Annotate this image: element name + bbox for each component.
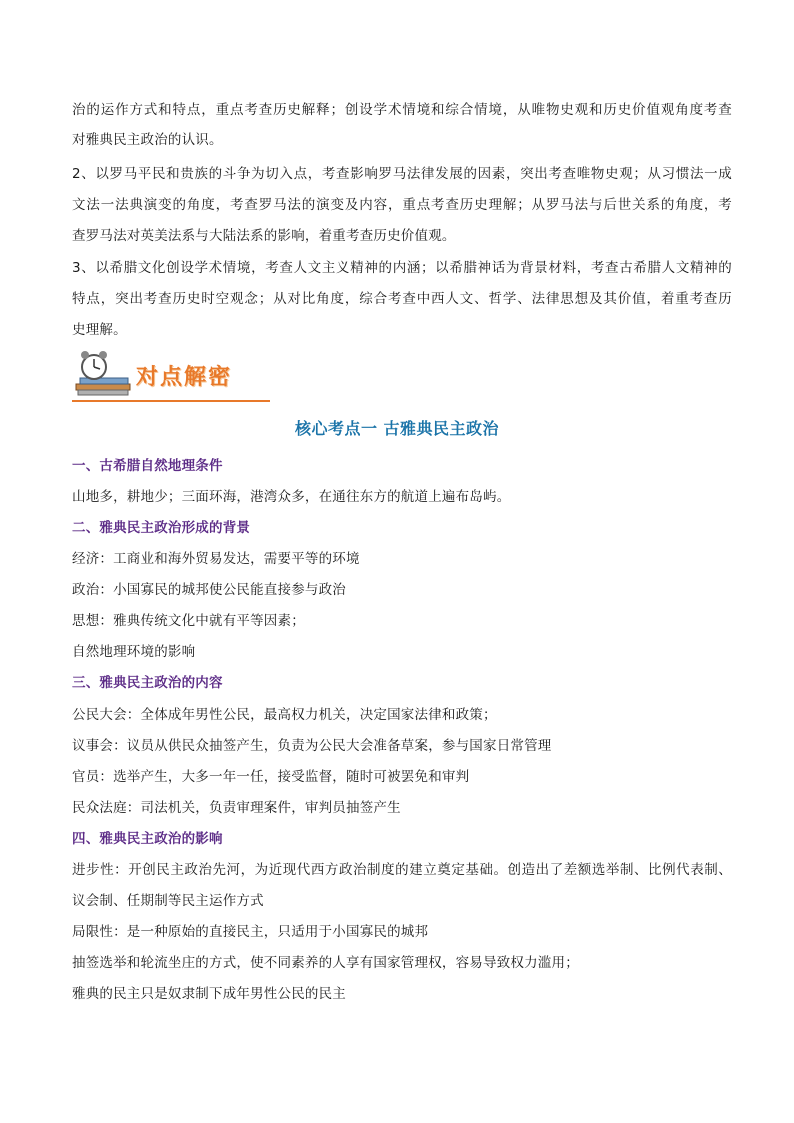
section-line: 自然地理环境的影响 <box>72 644 196 660</box>
section-line: 抽签选举和轮流坐庄的方式，使不同素养的人享有国家管理权，容易导致权力滥用； <box>72 955 579 971</box>
section-line: 公民大会：全体成年男性公民，最高权力机关，决定国家法律和政策； <box>72 707 497 723</box>
intro-line: 2、以罗马平民和贵族的斗争为切入点，考查影响罗马法律发展的因素，突出考查唯物史观；从习惯法一成 <box>72 166 732 182</box>
banner-label: 对点解密 <box>136 365 233 390</box>
section-line: 进步性：开创民主政治先河，为近现代西方政治制度的建立奠定基础。创造出了差额选举制、比例代表制、 <box>72 862 732 878</box>
intro-line: 治的运作方式和特点，重点考查历史解释；创设学术情境和综合情境，从唯物史观和历史价值观角度考查 <box>72 102 732 118</box>
banner-underline <box>72 400 270 402</box>
intro-line: 对雅典民主政治的认识。 <box>72 132 223 148</box>
section-heading: 四、雅典民主政治的影响 <box>72 831 223 847</box>
alarm-clock-books-icon <box>74 350 134 396</box>
section-line: 山地多，耕地少；三面环海，港湾众多，在通往东方的航道上遍布岛屿。 <box>72 489 511 505</box>
section-line: 官员：选举产生，大多一年一任，接受监督，随时可被罢免和审判 <box>72 769 470 785</box>
section-heading: 三、雅典民主政治的内容 <box>72 675 223 691</box>
section-title: 核心考点一 古雅典民主政治 <box>294 419 500 438</box>
intro-line: 史理解。 <box>72 322 127 338</box>
intro-line: 3、以希腊文化创设学术情境，考查人文主义精神的内涵；以希腊神话为背景材料，考查古希腊人文精神的 <box>72 260 732 276</box>
section-line: 雅典的民主只是奴隶制下成年男性公民的民主 <box>72 986 346 1002</box>
intro-line: 文法一法典演变的角度，考查罗马法的演变及内容，重点考查历史理解；从罗马法与后世关系的角度，考 <box>72 197 732 213</box>
section-line: 局限性：是一种原始的直接民主，只适用于小国寡民的城邦 <box>72 924 429 940</box>
section-line: 政治：小国寡民的城邦使公民能直接参与政治 <box>72 582 346 598</box>
section-line: 民众法庭：司法机关，负责审理案件，审判员抽签产生 <box>72 800 401 816</box>
section-heading: 一、古希腊自然地理条件 <box>72 458 223 474</box>
intro-line: 特点，突出考查历史时空观念；从对比角度，综合考查中西人文、哲学、法律思想及其价值，着重考查历 <box>72 291 732 307</box>
section-line: 经济：工商业和海外贸易发达，需要平等的环境 <box>72 551 360 567</box>
section-heading: 二、雅典民主政治形成的背景 <box>72 520 251 536</box>
section-banner <box>72 348 272 404</box>
section-line: 思想：雅典传统文化中就有平等因素； <box>72 613 305 629</box>
section-line: 议事会：议员从供民众抽签产生，负责为公民大会准备草案，参与国家日常管理 <box>72 738 552 754</box>
intro-line: 查罗马法对英美法系与大陆法系的影响，着重考查历史价值观。 <box>72 228 456 244</box>
section-line: 议会制、任期制等民主运作方式 <box>72 893 264 909</box>
